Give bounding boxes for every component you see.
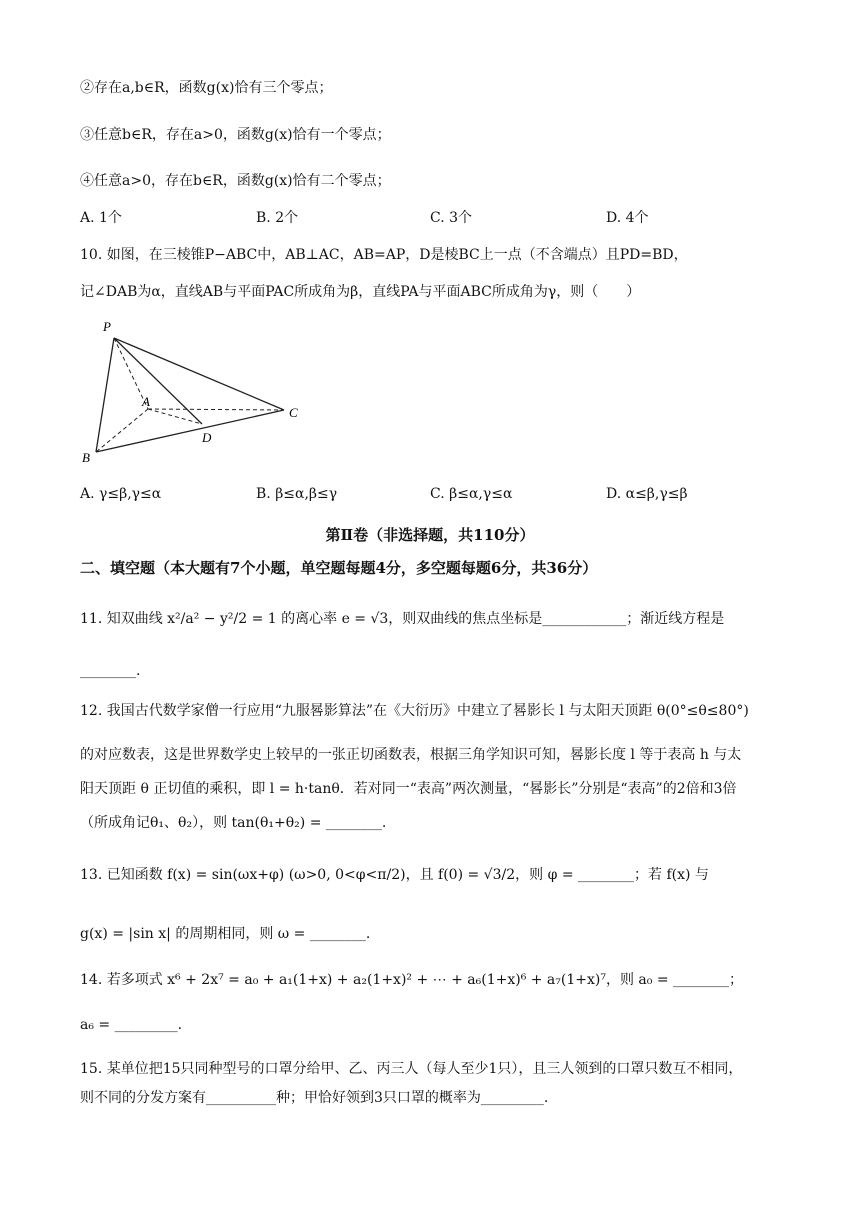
q9-statement-2: ②存在a,b∈R，函数g(x)恰有三个零点；: [80, 80, 333, 96]
edge-bc: [96, 410, 284, 452]
q12-stem-line-3: 阳天顶距 θ 正切值的乘积，即 l = h·tanθ．若对同一“表高”两次测量，“晷影长”分别是“表高”的2倍和3倍: [80, 781, 737, 797]
q15-stem-line-2: 则不同的分发方案有__________种；甲恰好领到3只口罩的概率为_________.: [80, 1090, 549, 1106]
q14-stem-line-1: 14. 若多项式 x⁶ + 2x⁷ = a₀ + a₁(1+x) + a₂(1+x)² + ⋯ + a₆(1+x)⁶ + a₇(1+x)⁷，则 a₀ = ________；: [80, 972, 744, 988]
label-p: P: [103, 319, 111, 334]
q10-stem-line-1: 10. 如图，在三棱锥P−ABC中，AB⊥AC，AB=AP，D是棱BC上一点（不含端点）且PD=BD，: [80, 247, 688, 263]
q12-stem-line-1: 12. 我国古代数学家僧一行应用“九服晷影算法”在《大衍历》中建立了晷影长 l 与太阳天顶距 θ(0°≤θ≤80°): [80, 703, 749, 719]
q12-stem-line-2: 的对应数表，这是世界数学史上较早的一张正切函数表，根据三角学知识可知，晷影长度 l 等于表高 h 与太: [80, 747, 742, 763]
q9-statement-4: ④任意a>0，存在b∈R，函数g(x)恰有二个零点；: [80, 173, 391, 189]
q12-stem-line-4: （所成角记θ₁、θ₂），则 tan(θ₁+θ₂) = ________.: [80, 815, 387, 831]
part-two-title: 第Ⅱ卷（非选择题，共110分）: [325, 526, 535, 544]
q11-stem-line-1: 11. 知双曲线 x²/a² − y²/2 = 1 的离心率 e = √3，则双曲线的焦点坐标是____________；渐近线方程是: [80, 611, 725, 627]
q9-option-d: D. 4个: [606, 210, 649, 226]
q11-stem-line-2: ________.: [80, 663, 141, 679]
label-d: D: [202, 430, 212, 445]
tetrahedron-figure: [78, 316, 308, 466]
q10-option-b: B. β≤α,β≤γ: [256, 486, 338, 502]
q13-stem-line-2: g(x) = |sin x| 的周期相同，则 ω = ________.: [80, 926, 371, 942]
edge-pb: [96, 338, 114, 452]
label-b: B: [82, 450, 90, 465]
edge-ac: [148, 409, 284, 410]
q10-stem-line-2: 记∠DAB为α，直线AB与平面PAC所成角为β，直线PA与平面ABC所成角为γ，则（ ）: [80, 284, 641, 300]
q9-option-a: A. 1个: [80, 210, 122, 226]
q9-option-b: B. 2个: [256, 210, 299, 226]
label-a: A: [142, 394, 150, 409]
q9-option-c: C. 3个: [430, 210, 473, 226]
q10-option-d: D. α≤β,γ≤β: [606, 486, 688, 502]
q9-statement-3: ③任意b∈R，存在a>0，函数g(x)恰有一个零点；: [80, 127, 391, 143]
q15-stem-line-1: 15. 某单位把15只同种型号的口罩分给甲、乙、丙三人（每人至少1只），且三人领到的口罩只数互不相同，: [80, 1061, 743, 1077]
section-two-title: 二、填空题（本大题有7个小题，单空题每题4分，多空题每题6分，共36分）: [80, 559, 598, 577]
edge-pd: [114, 338, 202, 424]
edge-pc: [114, 338, 284, 410]
q13-stem-line-1: 13. 已知函数 f(x) = sin(ωx+φ) (ω>0, 0<φ<π/2)，且 f(0) = √3/2，则 φ = ________；若 f(x) 与: [80, 867, 709, 883]
q10-option-a: A. γ≤β,γ≤α: [80, 486, 162, 502]
label-c: C: [289, 405, 298, 420]
q10-option-c: C. β≤α,γ≤α: [430, 486, 513, 502]
q14-stem-line-2: a₆ = _________.: [80, 1017, 183, 1033]
